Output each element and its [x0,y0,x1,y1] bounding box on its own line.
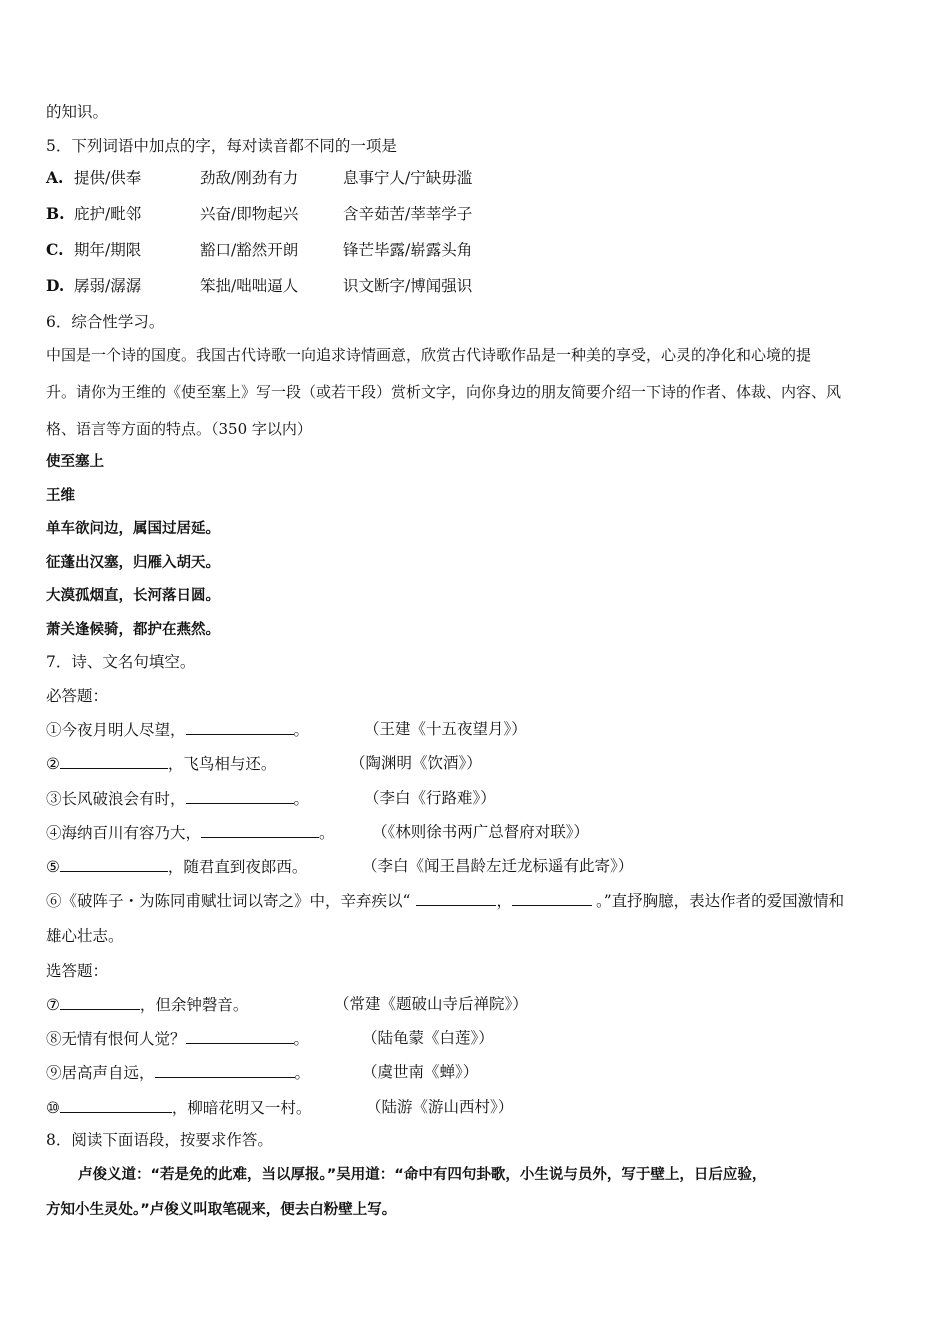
poem-line: 大漠孤烟直，长河落日圆。 [46,588,220,604]
q6-paragraph-line-3: 格、语言等方面的特点。（350 字以内） [46,420,312,438]
fill-item-10 [46,1097,311,1118]
item-source: （陆龟蒙《白莲》） [362,1029,494,1047]
item-separator: ， [496,892,512,910]
item-prefix: ② [46,755,60,773]
answer-blank[interactable] [60,856,168,872]
answer-blank[interactable] [201,822,319,838]
option-word-3: 锋芒毕露/崭露头角 [343,241,473,259]
fill-item-6 [46,890,844,911]
item-suffix: ，柳暗花明又一村。 [171,1099,312,1117]
item-prefix: ④海纳百川有容乃大， [46,824,202,842]
item-source: （李白《行路难》） [364,789,496,807]
item-source: （李白《闻王昌龄左迁龙标遥有此寄》） [362,857,634,875]
option-label: B. [46,204,65,223]
fill-item-1 [46,719,309,740]
q8-passage-line-1: 卢俊义道：“若是免的此难，当以厚报。”吴用道：“命中有四句卦歌，小生说与员外，写于壁上，日后应验， [78,1167,767,1183]
item-suffix: ，随君直到夜郎西。 [167,858,308,876]
poem-title: 使至塞上 [46,454,104,470]
q8-passage-line-2: 方知小生灵处。”卢俊义叫取笔砚来，便去白粉壁上写。 [46,1202,397,1218]
fill-item-9 [46,1062,310,1083]
fill-item-5 [46,856,307,877]
option-word-2: 劲敌/刚劲有力 [200,169,299,187]
poem-line: 征蓬出汉塞，归雁入胡天。 [46,555,220,571]
answer-blank[interactable] [416,890,496,906]
item-prefix: ⑧无情有恨何人觉？ [46,1030,186,1048]
q7-stem: 7．诗、文名句填空。 [46,653,196,671]
option-word-3: 息事宁人/宁缺毋滥 [343,169,473,187]
option-word-1: 期年/期限 [74,241,142,259]
option-word-1: 提供/供奉 [74,169,142,187]
item-suffix: 。 [319,824,335,842]
intro-tail: 的知识。 [46,103,109,121]
option-label: D. [46,276,65,295]
answer-blank[interactable] [512,890,592,906]
option-label: A. [46,168,64,187]
q6-paragraph-line-1: 中国是一个诗的国度。我国古代诗歌一向追求诗情画意，欣赏古代诗歌作品是一种美的享受，心灵的净化和心境的提 [46,346,812,364]
option-word-1: 庇护/毗邻 [74,205,142,223]
optional-label: 选答题： [46,962,109,980]
q8-stem: 8．阅读下面语段，按要求作答。 [46,1131,273,1149]
answer-blank[interactable] [186,719,294,735]
poem-line: 萧关逢候骑，都护在燕然。 [46,622,220,638]
fill-item-7 [46,994,248,1015]
poem-line: 单车欲问边，属国过居延。 [46,521,220,537]
option-label: C. [46,240,64,259]
fill-item-8 [46,1028,309,1049]
item-prefix: ③长风破浪会有时， [46,790,186,808]
item-prefix: ⑥《破阵子・为陈同甫赋壮词以寄之》中，辛弃疾以“ [46,892,411,910]
required-label: 必答题： [46,687,109,705]
item-prefix: ①今夜月明人尽望， [46,721,186,739]
fill-item-2 [46,753,276,774]
item-suffix: 。 [293,790,310,808]
poem-author: 王维 [46,488,75,504]
answer-blank[interactable] [186,1028,294,1044]
answer-blank[interactable] [155,1062,295,1078]
item-source: （王建《十五夜望月》） [364,720,527,738]
option-word-2: 笨拙/咄咄逼人 [200,277,299,295]
item-source: （陆游《游山西村》） [366,1098,514,1116]
option-word-2: 兴奋/即物起兴 [200,205,299,223]
fill-item-3 [46,788,309,809]
answer-blank[interactable] [60,994,140,1010]
item-suffix: 。 [293,1030,310,1048]
item-prefix: ⑦ [46,996,60,1014]
fill-item-4 [46,822,335,843]
item-suffix: 。 [293,721,310,739]
item-prefix: ⑨居高声自远， [46,1064,155,1082]
item-source: （《林则徐书两广总督府对联》） [372,823,590,841]
q5-stem: 5．下列词语中加点的字，每对读音都不同的一项是 [46,137,397,155]
item-suffix: ，飞鸟相与还。 [167,755,277,773]
option-word-1: 孱弱/潺潺 [74,277,142,295]
q6-paragraph-line-2: 升。请你为王维的《使至塞上》写一段（或若干段）赏析文字，向你身边的朋友简要介绍一下诗的作者、体裁、内容、风 [46,383,842,401]
answer-blank[interactable] [186,788,294,804]
item-suffix: 。 [294,1064,311,1082]
answer-blank[interactable] [60,1097,172,1113]
item-prefix: ⑩ [46,1099,60,1117]
option-word-3: 含辛茹苦/莘莘学子 [343,205,473,223]
fill-item-6-continued: 雄心壮志。 [46,927,124,945]
item-source: （陶渊明《饮酒》） [350,754,482,772]
answer-blank[interactable] [60,753,168,769]
q6-stem: 6．综合性学习。 [46,313,165,331]
option-word-3: 识文断字/博闻强识 [343,277,473,295]
item-source: （常建《题破山寺后禅院》） [334,995,528,1013]
item-source: （虞世南《蝉》） [362,1063,479,1081]
item-prefix: ⑤ [46,858,60,876]
item-suffix: ，但余钟磬音。 [139,996,249,1014]
option-word-2: 豁口/豁然开朗 [200,241,299,259]
item-suffix: 。”直抒胸臆，表达作者的爱国激情和 [595,892,845,910]
